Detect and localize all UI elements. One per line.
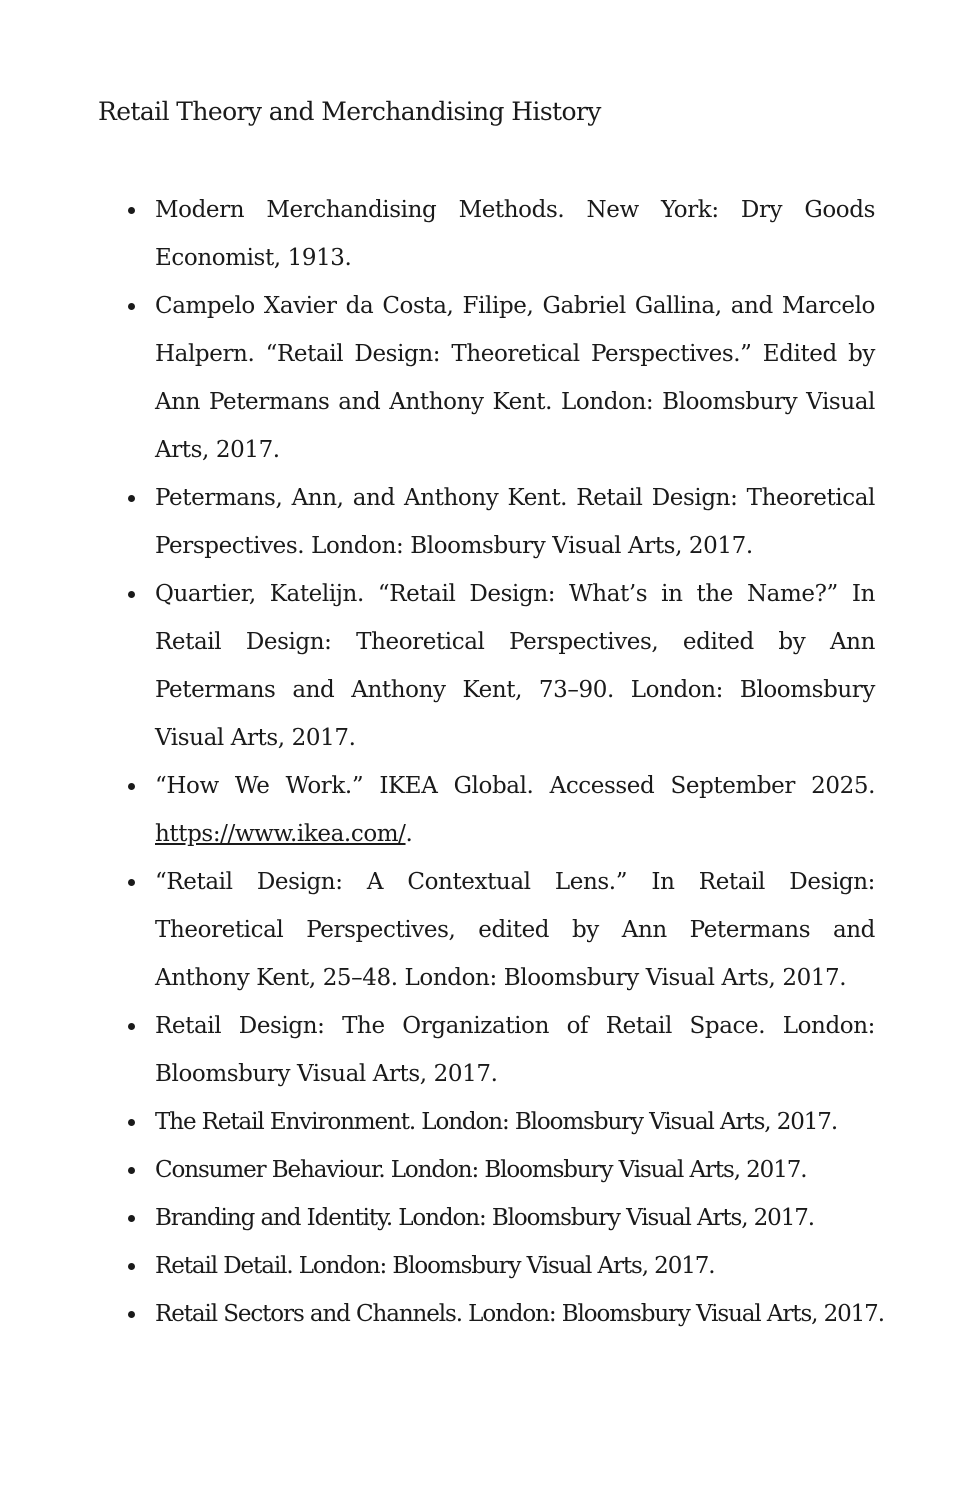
bibliography-entry: Modern Merchandising Methods. New York: Dry Goods Economist, 1913. [155,186,875,282]
bibliography-entry: “Retail Design: A Contextual Lens.” In Retail Design: Theoretical Perspectives, edited by Ann Petermans and Anthony Kent, 25–48. London: Bloomsbury Visual Arts, 2017. [155,858,875,1002]
ikea-link[interactable]: https://www.ikea.com/ [155,821,406,847]
bibliography-entry: The Retail Environment. London: Bloomsbury Visual Arts, 2017. [155,1098,875,1146]
bibliography-entry [155,762,875,858]
bibliography-entry: Campelo Xavier da Costa, Filipe, Gabriel Gallina, and Marcelo Halpern. “Retail Design: Theoretical Perspectives.” Edited by Ann Petermans and Anthony Kent. London: Bloomsbury Visual Arts, 2017. [155,282,875,474]
bibliography-entry: Petermans, Ann, and Anthony Kent. Retail Design: Theoretical Perspectives. London: Bloomsbury Visual Arts, 2017. [155,474,875,570]
bibliography-entry: Retail Detail. London: Bloomsbury Visual Arts, 2017. [155,1242,875,1290]
bibliography-entry: Retail Sectors and Channels. London: Bloomsbury Visual Arts, 2017. [155,1290,875,1338]
entry-text: . [405,821,413,847]
bibliography-list [155,186,884,1338]
bibliography-entry: Branding and Identity. London: Bloomsbury Visual Arts, 2017. [155,1194,875,1242]
section-heading: Retail Theory and Merchandising History [98,97,601,126]
bibliography-entry: Quartier, Katelijn. “Retail Design: What’s in the Name?” In Retail Design: Theoretical Perspectives, edited by Ann Petermans and Anthony Kent, 73–90. London: Bloomsbury Visual Arts, 2017. [155,570,875,762]
entry-text: “How We Work.” IKEA Global. Accessed September 2025. [155,773,875,799]
bibliography-entry: Retail Design: The Organization of Retail Space. London: Bloomsbury Visual Arts, 2017. [155,1002,875,1098]
bibliography-entry: Consumer Behaviour. London: Bloomsbury Visual Arts, 2017. [155,1146,875,1194]
